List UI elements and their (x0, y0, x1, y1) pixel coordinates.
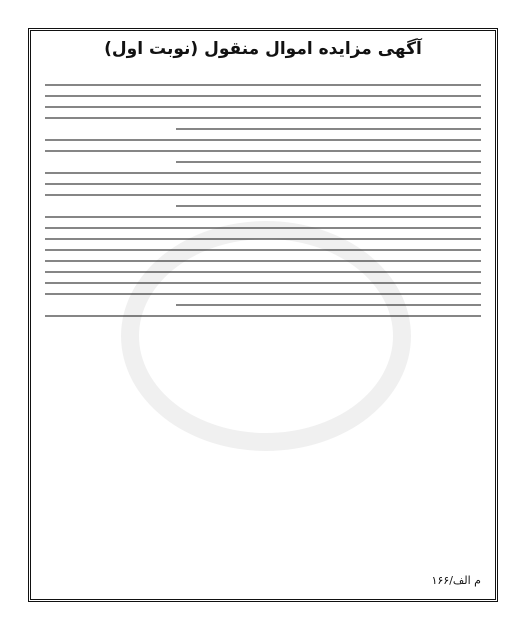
body-line (176, 304, 481, 306)
body-line (45, 106, 481, 108)
body-line (45, 95, 481, 97)
body-line (45, 227, 481, 229)
body-line (45, 249, 481, 251)
body-line (45, 260, 481, 262)
notice-body (45, 75, 481, 559)
body-line (45, 194, 481, 196)
body-line (45, 293, 481, 295)
body-line (45, 315, 481, 317)
body-line (176, 128, 481, 130)
notice-title: آگهی مزایده اموال منقول (نوبت اول) (104, 39, 422, 59)
body-line (45, 139, 481, 141)
body-line (45, 117, 481, 119)
body-line (45, 216, 481, 218)
body-line (45, 150, 481, 152)
body-line (45, 84, 481, 86)
body-line (176, 161, 481, 163)
body-line (45, 172, 481, 174)
notice-frame (28, 28, 498, 602)
body-line (45, 282, 481, 284)
body-line (45, 183, 481, 185)
body-line (176, 205, 481, 207)
body-line (45, 238, 481, 240)
notice-code: م الف/۱۶۶ (431, 574, 481, 587)
body-line (45, 271, 481, 273)
